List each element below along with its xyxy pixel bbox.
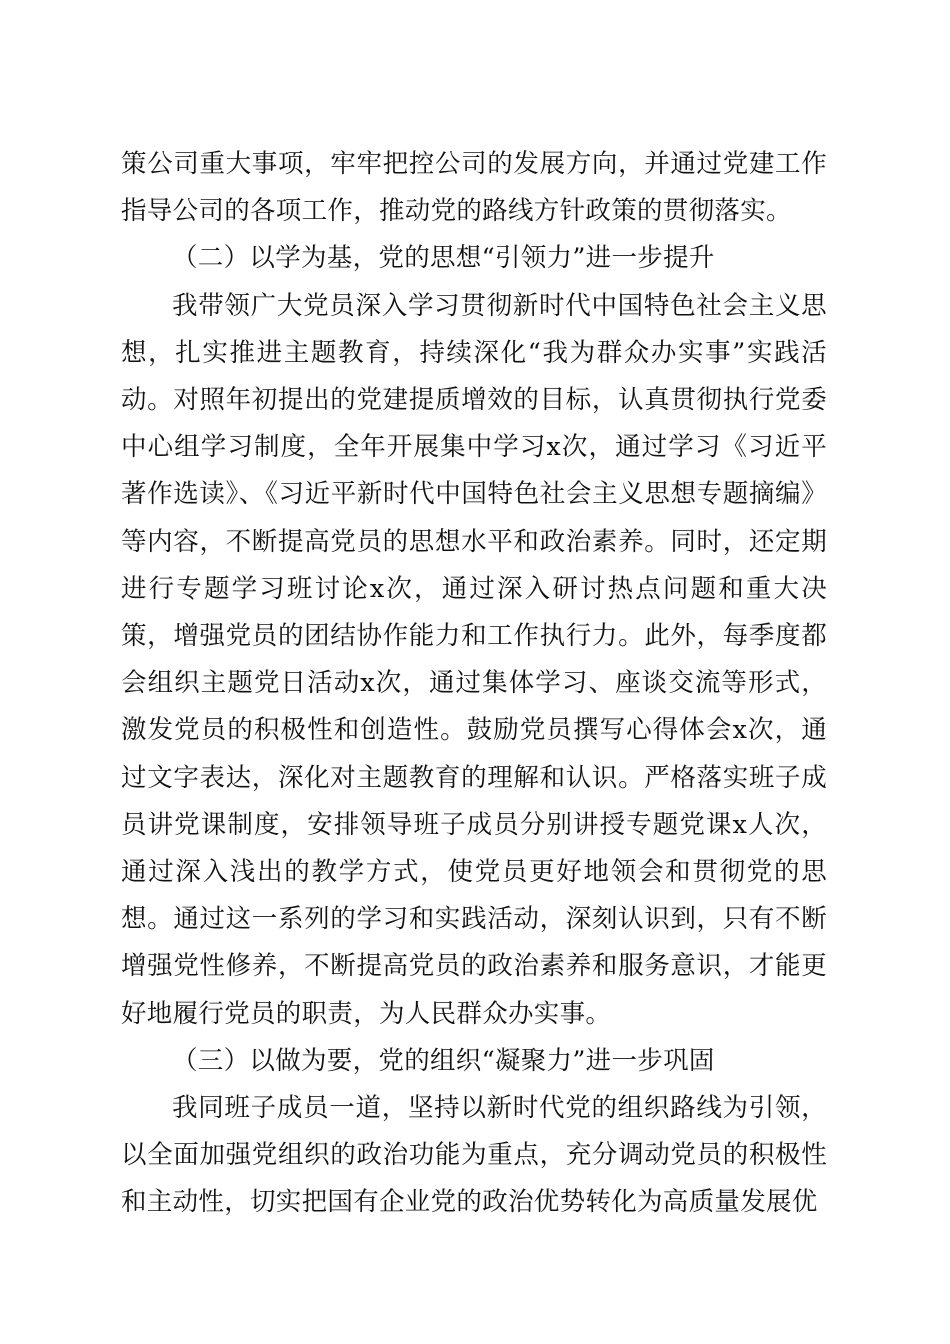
paragraph-section-2: 我带领广大党员深入学习贯彻新时代中国特色社会主义思想，扎实推进主题教育，持续深化“我为群众办实事”实践活动。对照年初提出的党建提质增效的目标，认真贯彻执行党委中心组学习制度，全年开展集中学习x次，通过学习《习近平著作选读》、《习近平新时代中国特色社会主义思想专题摘编》等内容，不断提高党员的思想水平和政治素养。同时，还定期进行专题学习班讨论x次，通过深入研讨热点问题和重大决策，增强党员的团结协作能力和工作执行力。此外，每季度都会组织主题党日活动x次，通过集体学习、座谈交流等形式，激发党员的积极性和创造性。鼓励党员撰写心得体会x次，通过文字表达，深化对主题教育的理解和认识。严格落实班子成员讲党课制度，安排领导班子成员分别讲授专题党课x人次，通过深入浅出的教学方式，使党员更好地领会和贯彻党的思想。通过这一系列的学习和实践活动，深刻认识到，只有不断增强党性修养，不断提高党员的政治素养和服务意识，才能更好地履行党员的职责，为人民群众办实事。 [121, 290, 827, 1029]
paragraph-section-3: 我同班子成员一道，坚持以新时代党的组织路线为引领，以全面加强党组织的政治功能为重点，充分调动党员的积极性和主动性，切实把国有企业党的政治优势转化为高质量发展优 [121, 1093, 827, 1218]
section-heading-2: （二）以学为基，党的思想“引领力”进一步提升 [172, 243, 715, 274]
document-body [121, 141, 827, 1227]
paragraph-continuation: 策公司重大事项，牢牢把控公司的发展方向，并通过党建工作指导公司的各项工作，推动党的路线方针政策的贯彻落实。 [121, 149, 827, 227]
section-heading-3: （三）以做为要，党的组织“凝聚力”进一步巩固 [172, 1045, 715, 1076]
